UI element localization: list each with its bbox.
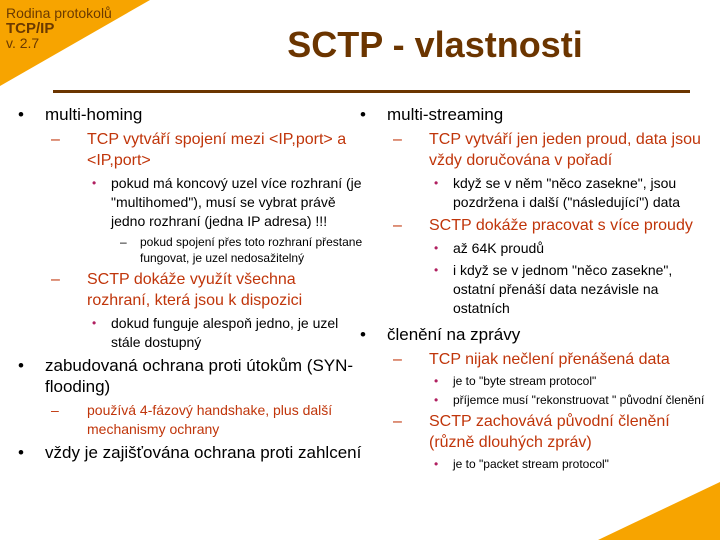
series-name: Rodina protokolů	[6, 5, 112, 21]
list-item: • vždy je zajišťována ochrana proti zahlcení	[18, 443, 362, 462]
list-item: • až 64K proudů	[434, 240, 545, 256]
series-label	[6, 6, 112, 51]
list-item: – pokud spojení přes toto rozhraní přestane fungovat, je uzel nedosažitelný	[120, 235, 363, 265]
list-item: • pokud má koncový uzel více rozhraní (je "multihomed"), musí se vybrat právě jedno rozhraní (jedna IP adresa) !!!	[92, 175, 362, 229]
list-item: – TCP vytváří spojení mezi <IP,port> a <IP,port>	[51, 131, 347, 169]
left-column	[18, 104, 363, 467]
title-rule	[53, 90, 690, 93]
right-column	[360, 104, 710, 475]
list-item: • je to "packet stream protocol"	[434, 457, 609, 471]
list-item: • i když se v jednom "něco zasekne", ostatní přenáší data nezávisle na ostatních	[434, 262, 673, 316]
list-item: • zabudovaná ochrana proti útokům (SYN-flooding)	[18, 356, 354, 396]
slide-title: SCTP - vlastnosti	[287, 24, 583, 65]
list-item: • když se v něm "něco zasekne", jsou pozdržena i další ("následující") data	[434, 175, 681, 210]
list-item: • je to "byte stream protocol"	[434, 374, 597, 388]
list-item: • členění na zprávy	[360, 325, 521, 344]
list-item: – TCP nijak nečlení přenášená data	[393, 351, 670, 368]
list-item: • dokud funguje alespoň jedno, je uzel stále dostupný	[92, 315, 339, 350]
list-item: • příjemce musí "rekonstruovat " původní členění	[434, 393, 705, 407]
list-item: – používá 4-fázový handshake, plus další mechanismy ochrany	[51, 402, 333, 437]
corner-decoration-bottom-right	[598, 482, 720, 540]
list-item: – TCP vytváří jen jeden proud, data jsou vždy doručována v pořadí	[393, 131, 701, 169]
series-version: v. 2.7	[6, 35, 40, 51]
series-protocol: TCP/IP	[6, 20, 55, 37]
list-item: – SCTP dokáže využít všechna rozhraní, která jsou k dispozici	[51, 271, 303, 309]
list-item: • multi-streaming	[360, 105, 504, 124]
list-item: – SCTP dokáže pracovat s více proudy	[393, 217, 693, 234]
list-item: – SCTP zachovává původní členění (různě dlouhých zpráv)	[393, 413, 670, 451]
list-item: • multi-homing	[18, 105, 143, 124]
